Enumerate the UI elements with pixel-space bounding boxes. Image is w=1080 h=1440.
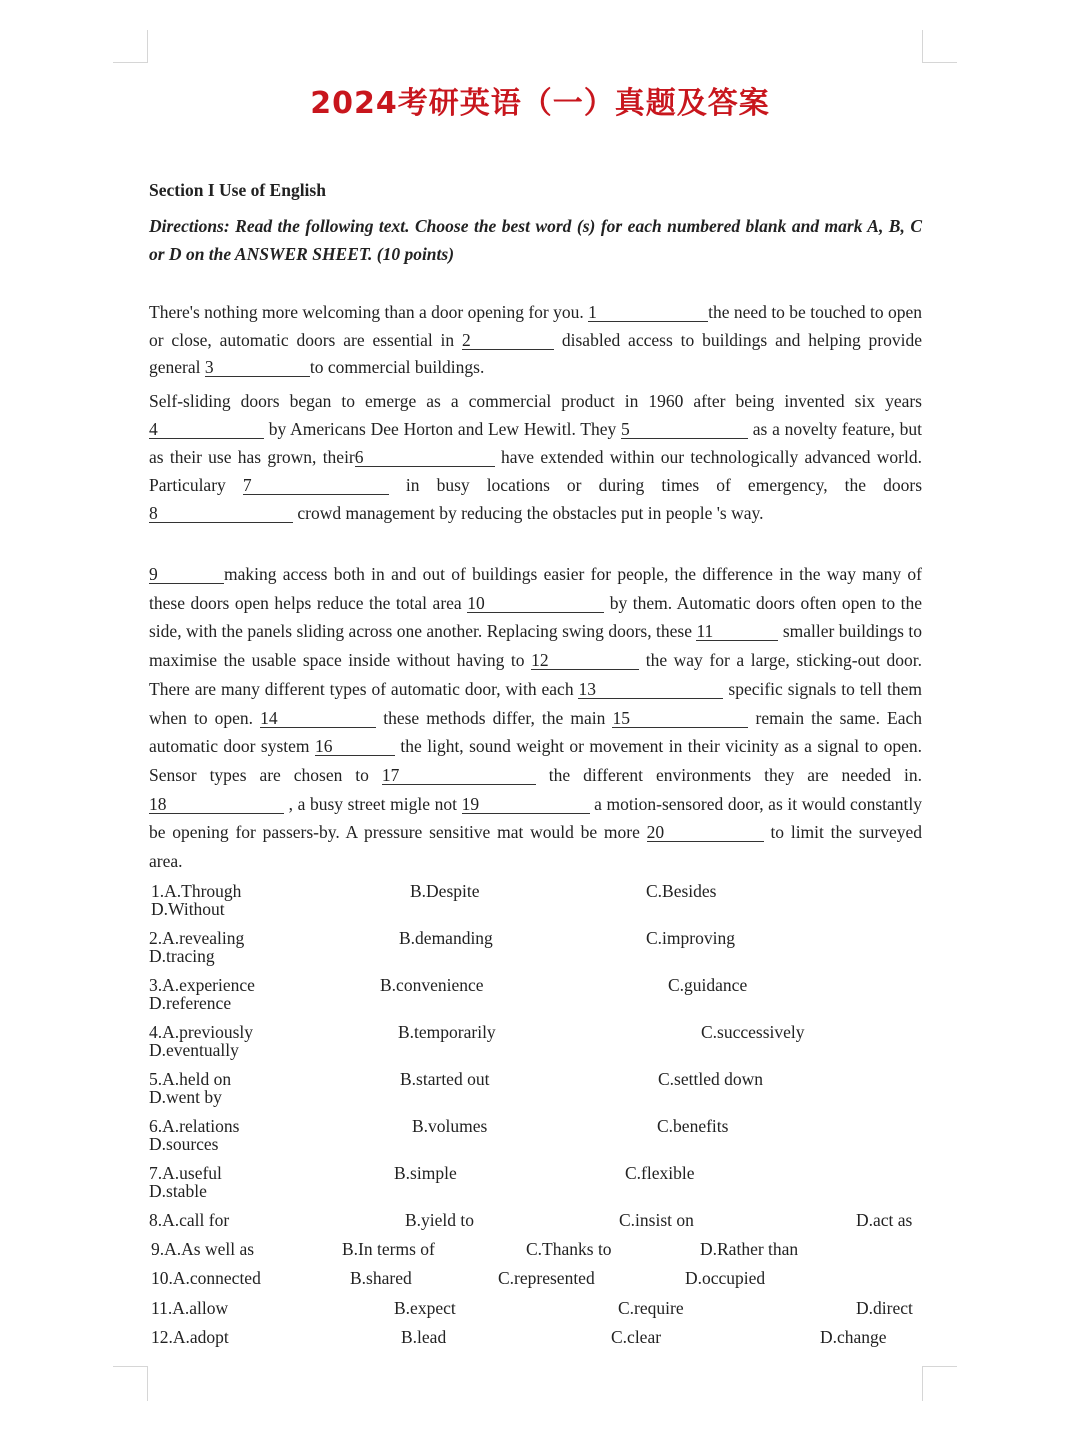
option-11-b: B.expect [394,1298,456,1318]
passage-paragraph-3 [149,560,922,876]
blank-20: 20 [647,824,764,842]
option-1-c: C.Besides [646,881,717,901]
option-2-c: C.improving [646,928,735,948]
passage-text: these methods differ, the main [376,707,613,728]
blank-17: 17 [382,767,536,785]
option-3-a: 3.A.experience [149,975,255,995]
option-8-d: D.act as [856,1210,913,1230]
option-9-b: B.In terms of [342,1239,435,1259]
option-10-a: 10.A.connected [151,1268,261,1288]
option-1-b: B.Despite [410,881,480,901]
passage-text: the way for a large, sticking-out door. There are many different types of automatic door, with each [149,650,922,699]
passage-text: disabled access to buildings and helping provide general [149,329,923,377]
blank-4: 4 [149,421,264,439]
blank-14: 14 [260,710,376,728]
directions: Directions: Read the following text. Choose the best word (s) for each numbered blank and mark A, B, C or D on the ANSWER SHEET. (10 points) [149,216,922,264]
blank-3: 3 [205,359,310,377]
option-9-c: C.Thanks to [526,1239,612,1259]
option-11-a: 11.A.allow [151,1298,229,1318]
option-6-c: C.benefits [657,1116,729,1136]
option-7-a: 7.A.useful [149,1163,222,1183]
option-6-a: 6.A.relations [149,1116,240,1136]
passage-text: have extended within our technologically advanced world. Particulary [149,447,922,495]
crop-mark-bottom-left [113,1366,148,1401]
option-12-b: B.lead [401,1327,447,1347]
option-12-c: C.clear [611,1327,662,1347]
option-1-a: 1.A.Through [151,881,242,901]
option-12-d: D.change [820,1327,887,1347]
option-8-b: B.yield to [405,1210,475,1230]
option-10-b: B.shared [350,1268,412,1288]
page-title: 2024考研英语（一）真题及答案 [310,86,770,121]
option-8-c: C.insist on [619,1210,694,1230]
passage-text: by them. Automatic doors often open to the side, with the panels sliding across one another. Replacing swing doors, these [149,592,922,642]
passage-text: to commercial buildings. [309,357,485,377]
option-11-d: D.direct [856,1298,913,1318]
blank-10: 10 [467,595,604,613]
blank-9: 9 [149,566,224,584]
option-2-b: B.demanding [399,928,493,948]
option-10-d: D.occupied [685,1268,766,1288]
passage-text: as a novelty feature, but as their use has grown, their [149,419,922,467]
blank-1: 1 [588,304,708,322]
option-3-d: D.reference [149,993,232,1013]
option-12-a: 12.A.adopt [151,1327,229,1347]
crop-mark-top-left [113,30,148,63]
passage-text: specific signals to tell them when to open. [149,678,923,728]
passage-text: , a busy street migle not [284,793,462,814]
option-4-b: B.temporarily [398,1022,496,1042]
option-7-c: C.flexible [625,1163,695,1183]
option-5-a: 5.A.held on [149,1069,232,1089]
option-3-c: C.guidance [668,975,748,995]
blank-16: 16 [315,738,395,756]
blank-18: 18 [149,796,284,814]
option-9-a: 9.A.As well as [151,1239,255,1259]
passage-text: making access both in and out of buildings easier for people, the difference in the way many of these doors open helps reduce the total area [149,564,922,613]
passage-text: the need to be touched to open or close, automatic doors are essential in [149,302,922,350]
passage-text: There's nothing more welcoming than a door opening for you. [149,302,589,322]
option-6-b: B.volumes [412,1116,488,1136]
option-5-b: B.started out [400,1069,490,1089]
passage-text: Self-sliding doors began to emerge as a commercial product in 1960 after being invented six years [149,391,922,411]
option-9-d: D.Rather than [700,1239,799,1259]
passage-text: the light, sound weight or movement in their vicinity as a signal to open. Sensor types are chosen to [149,736,922,785]
option-10-c: C.represented [498,1268,595,1288]
blank-2: 2 [462,332,554,350]
passage-text: the different environments they are needed in. [535,764,922,785]
crop-mark-bottom-right [922,1366,957,1401]
blank-15: 15 [612,710,748,728]
option-5-c: C.settled down [658,1069,763,1089]
blank-7: 7 [243,477,389,495]
crop-mark-top-right [922,30,957,63]
passage-paragraph-2 [149,387,922,527]
option-7-b: B.simple [394,1163,457,1183]
option-4-d: D.eventually [149,1040,239,1060]
option-4-c: C.successively [701,1022,805,1042]
option-2-d: D.tracing [149,946,215,966]
passage-text: crowd management by reducing the obstacles put in people 's way. [293,503,764,523]
option-4-a: 4.A.previously [149,1022,254,1042]
passage-text: to limit the surveyed area. [149,822,922,872]
option-6-d: D.sources [149,1134,219,1154]
passage-text: in busy locations or during times of emergency, the doors [388,475,923,495]
blank-8: 8 [149,505,293,523]
option-7-d: D.stable [149,1181,207,1201]
blank-11: 11 [696,623,778,641]
passage-text: by Americans Dee Horton and Lew Hewitl. They [264,419,621,439]
passage-text: a motion-sensored door, as it would constantly be opening for passers-by. A pressure sensitive mat would be more [149,793,922,843]
blank-6: 6 [355,449,495,467]
passage-paragraph-1 [149,299,922,382]
option-1-d: D.Without [151,899,225,919]
option-8-a: 8.A.call for [149,1210,230,1230]
passage-text: remain the same. Each automatic door system [149,707,922,757]
option-5-d: D.went by [149,1087,222,1107]
option-11-c: C.require [618,1298,684,1318]
passage-text: smaller buildings to maximise the usable space inside without having to [149,621,922,671]
option-2-a: 2.A.revealing [149,928,245,948]
blank-5: 5 [621,421,748,439]
blank-13: 13 [578,681,723,699]
option-3-b: B.convenience [380,975,484,995]
blank-19: 19 [462,796,590,814]
blank-12: 12 [531,652,639,670]
section-heading: Section I Use of English [149,180,326,200]
